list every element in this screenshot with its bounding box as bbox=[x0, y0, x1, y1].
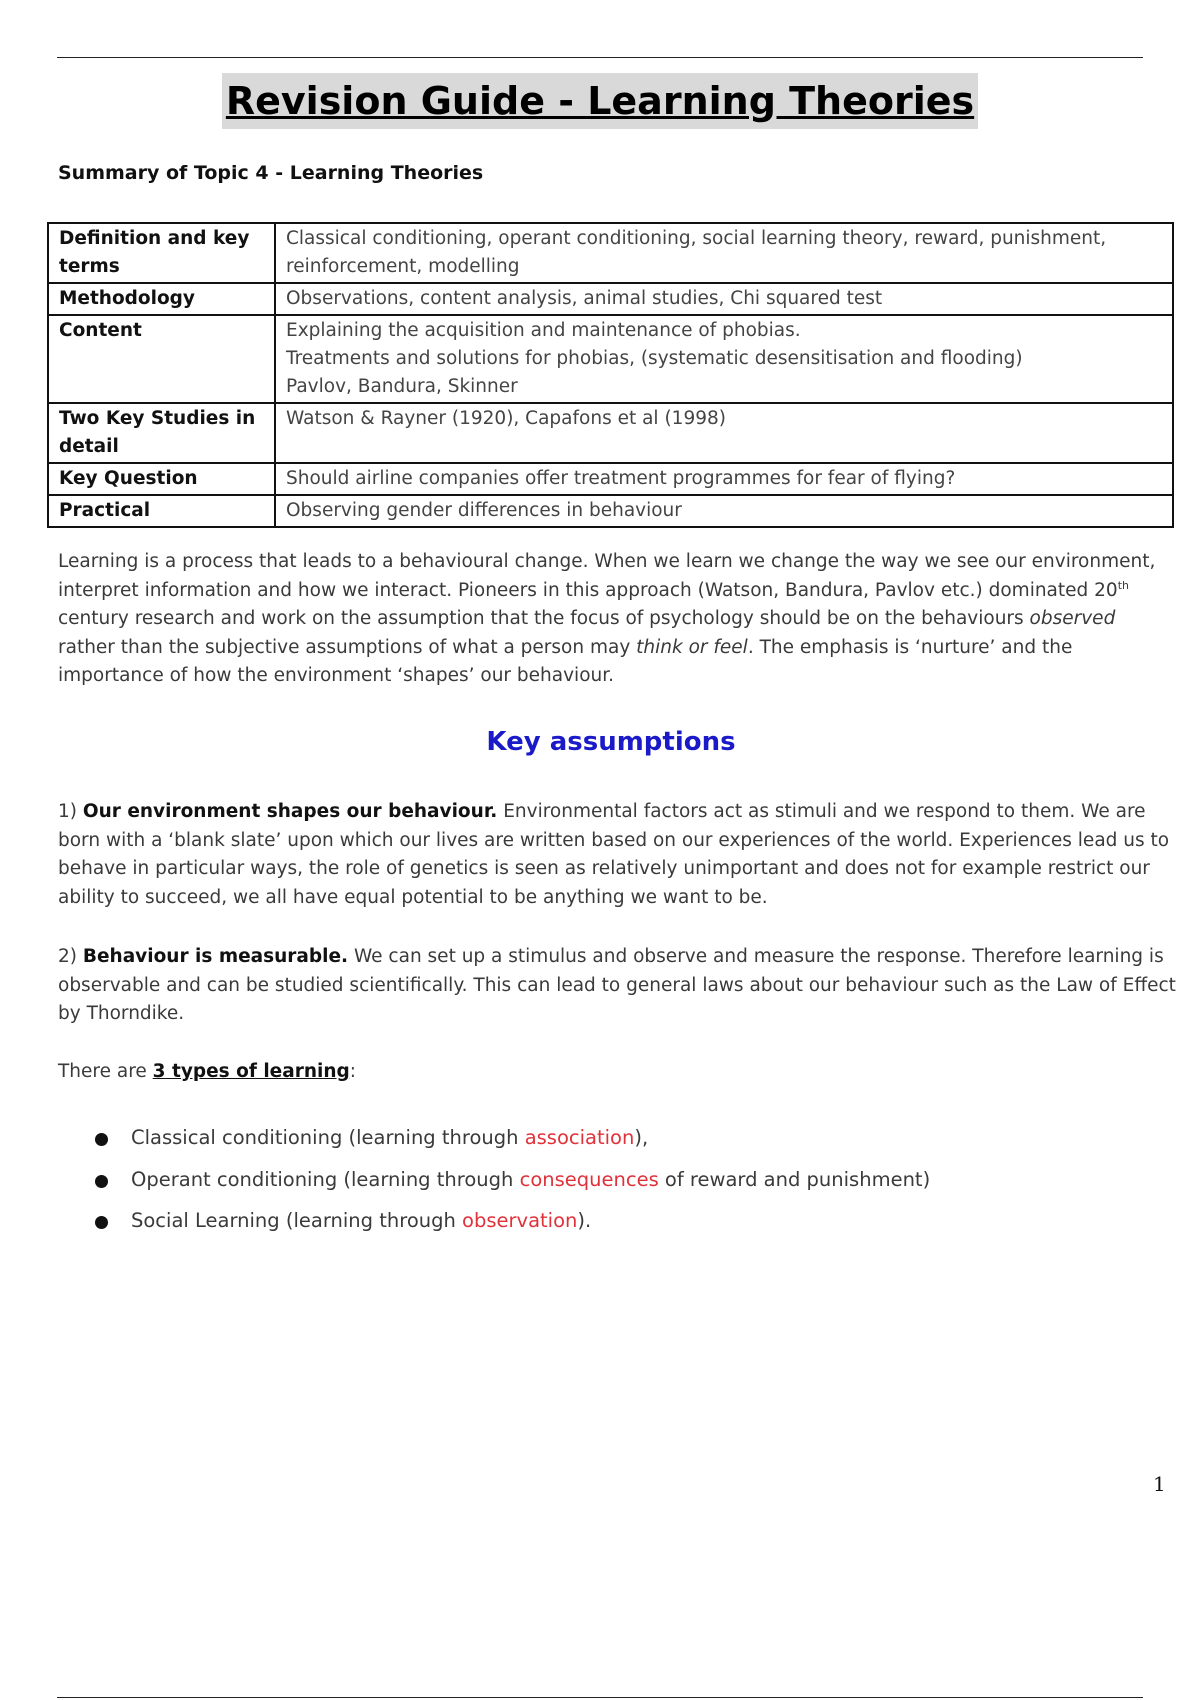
row-value bbox=[275, 463, 1173, 495]
row-value bbox=[275, 403, 1173, 463]
key-assumptions-heading: Key assumptions bbox=[486, 727, 736, 757]
assumption-text: Environmental factors act as stimuli and we respond to them. We are born with a ‘blank slate’ upon which our lives are written based on our experiences of the world. Experiences lead us to behave in particular ways, the role of genetics is seen as relatively unimportant and does not for example restrict our ability to succeed, we all have equal potential to be anything we want to be. bbox=[58, 801, 1170, 908]
intro-paragraph bbox=[58, 548, 1178, 691]
bullet-icon bbox=[95, 1133, 108, 1146]
intro-text: century research and work on the assumption that the focus of psychology should be on the behaviours bbox=[58, 608, 1030, 629]
highlight-text: association bbox=[524, 1126, 635, 1149]
value-line: Should airline companies offer treatment programmes for fear of flying? bbox=[286, 468, 956, 489]
table-row bbox=[48, 283, 1173, 315]
item-text: Classical conditioning (learning through bbox=[131, 1126, 525, 1149]
assumption-title: Our environment shapes our behaviour. bbox=[82, 801, 498, 822]
intro-text: Learning is a process that leads to a behavioural change. When we learn we change the way we see our environment, interpret information and how we interact. Pioneers in this approach (Watson, Bandura, Pavlov etc.) dominated 20 bbox=[58, 551, 1156, 601]
row-key: Key Question bbox=[48, 463, 275, 495]
item-text: of reward and punishment) bbox=[658, 1167, 931, 1191]
row-key: Definition and key terms bbox=[48, 223, 275, 283]
row-value bbox=[275, 283, 1173, 315]
value-line: Watson & Rayner (1920), Capafons et al (1998) bbox=[286, 408, 726, 429]
table-row bbox=[48, 463, 1173, 495]
table-row bbox=[48, 403, 1173, 463]
highlight-text: observation bbox=[462, 1209, 578, 1232]
table-row bbox=[48, 315, 1173, 403]
summary-heading: Summary of Topic 4 - Learning Theories bbox=[58, 162, 484, 184]
list-item bbox=[85, 1120, 930, 1162]
learning-types-list bbox=[85, 1120, 930, 1245]
value-line: reinforcement, modelling bbox=[286, 256, 520, 277]
emphasis-text: observed bbox=[1029, 608, 1116, 629]
bottom-rule bbox=[57, 1697, 1143, 1698]
summary-table bbox=[47, 222, 1174, 528]
types-intro bbox=[58, 1058, 1178, 1087]
row-value bbox=[275, 495, 1173, 527]
assumption-number: 1) bbox=[58, 801, 83, 822]
page-title: Revision Guide - Learning Theories bbox=[222, 73, 978, 129]
value-line: Classical conditioning, operant conditioning, social learning theory, reward, punishment, bbox=[286, 228, 1107, 249]
value-line: Explaining the acquisition and maintenance of phobias. bbox=[286, 320, 801, 341]
item-text: ), bbox=[634, 1126, 649, 1149]
emphasis-text: think or feel bbox=[636, 636, 748, 658]
bullet-icon bbox=[95, 1175, 108, 1188]
item-text: ). bbox=[577, 1209, 592, 1232]
value-line: Observations, content analysis, animal studies, Chi squared test bbox=[286, 288, 883, 309]
assumption-text: We can set up a stimulus and observe and measure the response. Therefore learning is observable and can be studied scientifically. This can lead to general laws about our behaviour such as the Law of Effect by Thorndike. bbox=[58, 946, 1176, 1024]
table-row bbox=[48, 223, 1173, 283]
types-text: : bbox=[349, 1061, 356, 1082]
row-value bbox=[275, 223, 1173, 283]
row-key: Two Key Studies in detail bbox=[48, 403, 275, 463]
page-number: 1 bbox=[1153, 1472, 1166, 1496]
row-key: Methodology bbox=[48, 283, 275, 315]
item-text: Operant conditioning (learning through bbox=[131, 1167, 520, 1191]
superscript: th bbox=[1117, 578, 1129, 592]
list-item bbox=[85, 1162, 930, 1204]
row-key: Practical bbox=[48, 495, 275, 527]
intro-text: . The emphasis is ‘nurture’ and the importance of how the environment ‘shapes’ our behaviour. bbox=[58, 636, 1073, 686]
assumption-number: 2) bbox=[58, 946, 83, 967]
value-line: Pavlov, Bandura, Skinner bbox=[286, 376, 518, 397]
assumption-1 bbox=[58, 798, 1178, 912]
intro-text: rather than the subjective assumptions of what a person may bbox=[58, 636, 637, 658]
value-line: Observing gender differences in behaviour bbox=[286, 500, 682, 521]
row-value bbox=[275, 315, 1173, 403]
types-emphasis: 3 types of learning bbox=[152, 1061, 350, 1082]
row-key: Content bbox=[48, 315, 275, 403]
highlight-text: consequences bbox=[519, 1167, 659, 1191]
bullet-icon bbox=[95, 1216, 108, 1229]
item-text: Social Learning (learning through bbox=[131, 1209, 463, 1232]
assumption-2 bbox=[58, 943, 1178, 1029]
title-container bbox=[0, 73, 1200, 129]
types-text: There are bbox=[58, 1061, 153, 1082]
table-row bbox=[48, 495, 1173, 527]
list-item bbox=[85, 1203, 930, 1245]
top-rule bbox=[57, 57, 1143, 58]
value-line: Treatments and solutions for phobias, (systematic desensitisation and flooding) bbox=[286, 348, 1023, 369]
assumption-title: Behaviour is measurable. bbox=[82, 946, 349, 967]
